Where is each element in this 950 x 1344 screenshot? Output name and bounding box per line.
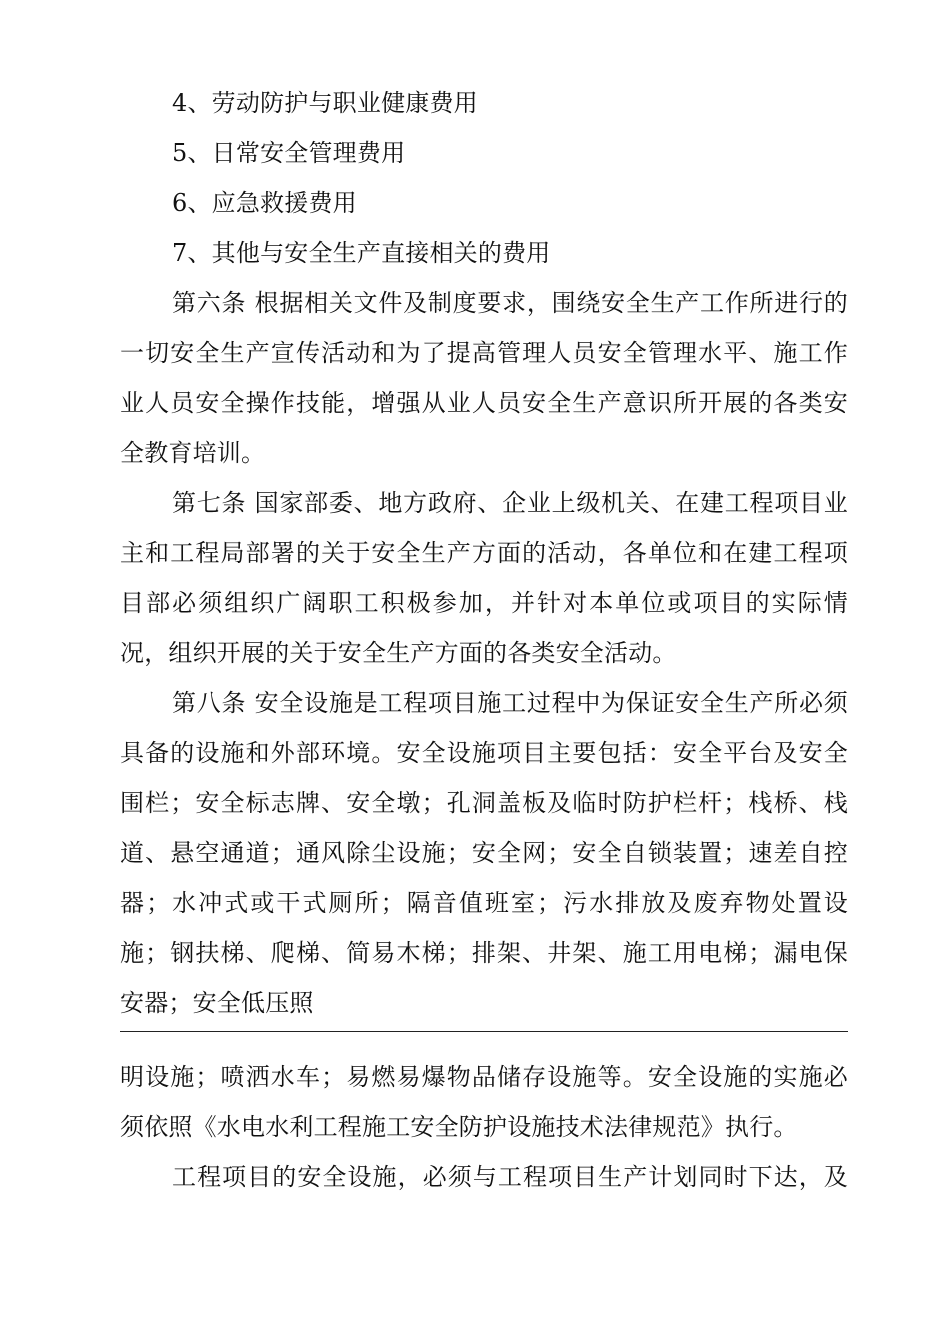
paragraph-line: 工程项目的安全设施，必须与工程项目生产计划同时下达，及 bbox=[172, 1163, 848, 1191]
paragraph-line: 全教育培训。 bbox=[120, 439, 266, 467]
list-item: 5、日常安全管理费用 bbox=[172, 139, 406, 167]
paragraph-line: 况，组织开展的关于安全生产方面的各类安全活动。 bbox=[120, 639, 677, 667]
paragraph-line: 具备的设施和外部环境。安全设施项目主要包括：安全平台及安全 bbox=[120, 739, 848, 767]
paragraph-line: 施；钢扶梯、爬梯、简易木梯；排架、井架、施工用电梯；漏电保 bbox=[120, 939, 848, 967]
page-upper bbox=[120, 78, 848, 1028]
paragraph-line: 第八条 安全设施是工程项目施工过程中为保证安全生产所必须 bbox=[172, 689, 848, 717]
page-break-divider bbox=[120, 1031, 848, 1032]
list-item: 6、应急救援费用 bbox=[172, 189, 357, 217]
list-item: 4、劳动防护与职业健康费用 bbox=[172, 89, 478, 117]
paragraph-line: 明设施；喷洒水车；易燃易爆物品储存设施等。安全设施的实施必 bbox=[120, 1063, 848, 1091]
paragraph-line: 一切安全生产宣传活动和为了提高管理人员安全管理水平、施工作 bbox=[120, 339, 848, 367]
paragraph-line: 第六条 根据相关文件及制度要求，围绕安全生产工作所进行的 bbox=[172, 289, 848, 317]
article-6-paragraph bbox=[120, 278, 848, 478]
list-item: 7、其他与安全生产直接相关的费用 bbox=[172, 239, 551, 267]
paragraph-line: 器；水冲式或干式厕所；隔音值班室；污水排放及废弃物处置设 bbox=[120, 889, 848, 917]
paragraph-line: 围栏；安全标志牌、安全墩；孔洞盖板及临时防护栏杆；栈桥、栈 bbox=[120, 789, 848, 817]
article-7-paragraph bbox=[120, 478, 848, 678]
paragraph-line: 目部必须组织广阔职工积极参加，并针对本单位或项目的实际情 bbox=[120, 589, 848, 617]
article-8-paragraph bbox=[120, 678, 848, 1028]
paragraph-line: 主和工程局部署的关于安全生产方面的活动，各单位和在建工程项 bbox=[120, 539, 848, 567]
paragraph-line: 第七条 国家部委、地方政府、企业上级机关、在建工程项目业 bbox=[172, 489, 848, 517]
paragraph-line: 安器；安全低压照 bbox=[120, 989, 314, 1017]
paragraph-line: 须依照《水电水利工程施工安全防护设施技术法律规范》执行。 bbox=[120, 1113, 798, 1141]
paragraph-line: 业人员安全操作技能，增强从业人员安全生产意识所开展的各类安 bbox=[120, 389, 848, 417]
paragraph-line: 道、悬空通道；通风除尘设施；安全网；安全自锁装置；速差自控 bbox=[120, 839, 848, 867]
page-lower bbox=[120, 1052, 848, 1202]
